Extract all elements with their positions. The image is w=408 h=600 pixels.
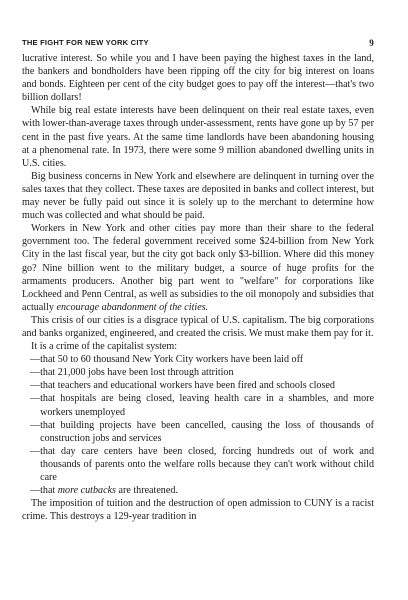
- list-item-text: that building projects have been cancelled, causing the loss of thousands of construction jobs and services: [40, 419, 374, 444]
- paragraph-4-emphasis: encourage abandonment of the cities.: [56, 301, 209, 313]
- list-item-text: that hospitals are being closed, leaving health care in a shambles, and more workers unemployed: [40, 393, 374, 418]
- paragraph-1: lucrative interest. So while you and I have been paying the highest taxes in the land, the bankers and bondholders have been ripping off the city for big interest on loans and bonds. Eighteen per cent of the city budget goes to pay off the interest—that's two billion dollars!: [22, 53, 374, 104]
- paragraph-4-text: Workers in New York and other cities pay more than their share to the federal government too. The federal government received some $24-billion from New York City in the last fiscal year, but the city got back only $3-billion. Where did this money go? Nine billion went to the military budget, a source of huge profits for the armaments producers. Another big part went to "welfare" for corporations like Lockheed and Penn Central, as well as subsidies to the oil monopoly and subsidies that actually: [22, 223, 374, 313]
- list-item-text: that teachers and educational workers have been fired and schools closed: [40, 380, 335, 392]
- paragraph-5: This crisis of our cities is a disgrace typical of U.S. capitalism. The big corporations and banks organized, engineered, and created the crisis. We must make them pay for it.: [22, 314, 374, 339]
- list-dash: —: [30, 380, 41, 392]
- list-item-text: that 21,000 jobs have been lost through attrition: [40, 367, 234, 379]
- list-dash: —: [30, 393, 41, 405]
- list-item: [30, 366, 374, 379]
- paragraph-4: [22, 222, 374, 314]
- list-dash: —: [30, 445, 41, 457]
- list-item-text: that 50 to 60 thousand New York City workers have been laid off: [40, 354, 304, 366]
- list-item-7-text: that: [40, 485, 58, 497]
- list-item: [30, 484, 374, 497]
- list-dash: —: [30, 485, 41, 497]
- paragraph-7: The imposition of tuition and the destruction of open admission to CUNY is a racist crime. This destroys a 129-year tradition in: [22, 498, 374, 523]
- list-item-text: [40, 484, 374, 497]
- paragraph-3: Big business concerns in New York and elsewhere are delinquent in turning over the sales taxes that they collect. These taxes are deposited in banks and collect interest, but may never be fully paid out since it is solely up to the merchant to determine how much was collected and what should be paid.: [22, 170, 374, 222]
- list-item: [30, 419, 374, 445]
- list-item: [30, 353, 374, 366]
- list-item-7-emphasis: more cutbacks: [57, 485, 116, 497]
- list-item: [30, 445, 374, 484]
- body-text: [22, 52, 374, 523]
- list-item-text: that day care centers have been closed, forcing hundreds out of work and thousands of parents onto the welfare rolls because they can't work without child care: [40, 445, 374, 483]
- list-item: [30, 392, 374, 418]
- list-item: [30, 379, 374, 392]
- page-number: 9: [369, 38, 374, 48]
- running-header: [22, 38, 374, 50]
- crime-list: [22, 353, 374, 497]
- list-dash: —: [30, 354, 41, 366]
- paragraph-6: It is a crime of the capitalist system:: [31, 341, 178, 353]
- paragraph-2: While big real estate interests have been delinquent on their real estate taxes, even with lower-than-average taxes through under-assessment, rents have gone up by 57 per cent in the past five years. At the same time landlords have been abandoning housing at a phenomenal rate. In 1973, there were some 9 million abandoned dwelling units in U.S. cities.: [22, 105, 374, 169]
- list-item-7-tail: are threatened.: [115, 485, 178, 497]
- list-dash: —: [30, 419, 41, 431]
- running-title: THE FIGHT FOR NEW YORK CITY: [22, 38, 149, 47]
- list-dash: —: [30, 367, 41, 379]
